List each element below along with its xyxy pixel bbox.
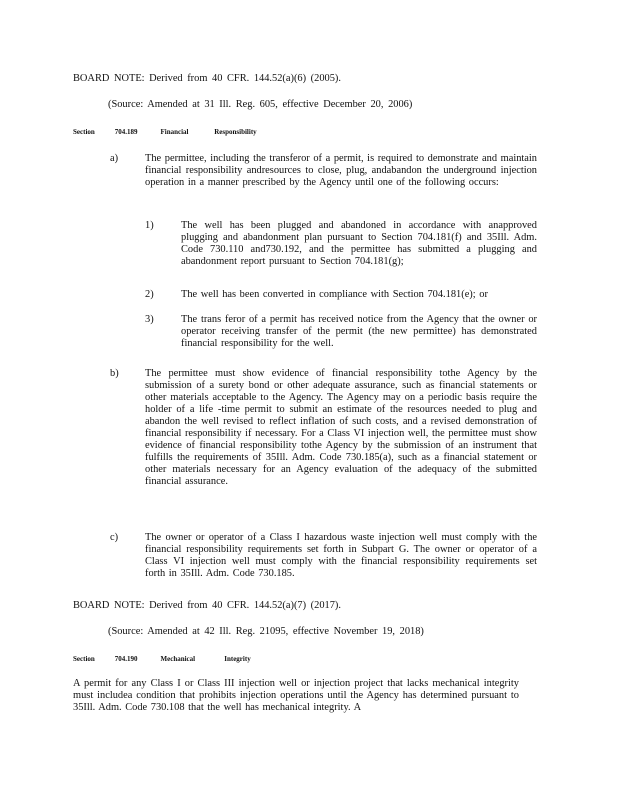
section-label: Section (73, 655, 95, 663)
subsection-b-marker: b) (110, 368, 119, 379)
item-2-text: The well has been converted in compliance with Section 704.181(e); or (181, 289, 488, 300)
item-2-marker: 2) (145, 289, 154, 300)
item-3-text: The trans feror of a permit has received notice from the Agency that the owner or operator receiving transfer of the permit (the new permittee) has demonstrated financial responsibility for the well. (181, 314, 537, 349)
item-1-text: The well has been plugged and abandoned in accordance with anapproved plugging and abandonment plan pursuant to Section 704.181(f) and 35Ill. Adm. Code 730.110 and730.192, and the permittee has submitted a plugging and abandonment report pursuant to Section 704.181(g); (181, 220, 537, 267)
item-1-marker: 1) (145, 220, 154, 231)
source-note-1: (Source: Amended at 31 Ill. Reg. 605, effective December 20, 2006) (108, 99, 413, 110)
section-title-word-1: Financial (160, 128, 189, 136)
section-title-word-1: Mechanical (160, 655, 196, 663)
item-3-marker: 3) (145, 314, 154, 325)
source-note-2: (Source: Amended at 42 Ill. Reg. 21095, effective November 19, 2018) (108, 626, 424, 637)
section-heading-704-189 (73, 128, 257, 136)
subsection-a-marker: a) (110, 153, 119, 164)
section-704-190-paragraph: A permit for any Class I or Class III injection well or injection project that lacks mechanical integrity must includea condition that prohibits injection operations until the Agency has determined pursuant to 35Ill. Adm. Code 730.108 that the well has mechanical integrity. A (73, 678, 519, 713)
board-note-2: BOARD NOTE: Derived from 40 CFR. 144.52(a)(7) (2017). (73, 600, 341, 611)
section-heading-704-190 (73, 655, 251, 663)
subsection-b-text: The permittee must show evidence of financial responsibility tothe Agency by the submission of a surety bond or other adequate assurance, such as financial statements or other materials acceptable to the Agency. The Agency may on a periodic basis require the holder of a life -time permit to submit an estimate of the resources needed to plug and abandon the well revised to reflect inflation of such costs, and a revised demonstration of financial responsibility if necessary. For a Class VI injection well, the permittee must show evidence of financial responsibility tothe Agency by the submission of an instrument that fulfills the requirements of 35Ill. Adm. Code 730.185(a), such as a financial statement or other materials necessary for an Agency evaluation of the adequacy of the submitted financial assurance. (145, 368, 537, 487)
section-label: Section (73, 128, 95, 136)
subsection-c-text: The owner or operator of a Class I hazardous waste injection well must comply with the financial responsibility requirements set forth in Subpart G. The owner or operator of a Class VI injection well must comply with the financial responsibility requirements set forth in 35Ill. Adm. Code 730.185. (145, 532, 537, 579)
section-title-word-2: Integrity (224, 655, 251, 663)
section-number: 704.189 (114, 128, 138, 136)
subsection-a-text: The permittee, including the transferor of a permit, is required to demonstrate and maintain financial responsibility andresources to close, plug, andabandon the underground injection operation in a manner prescribed by the Agency until one of the following occurs: (145, 153, 537, 188)
section-title-word-2: Responsibility (214, 128, 257, 136)
section-number: 704.190 (114, 655, 138, 663)
board-note-1: BOARD NOTE: Derived from 40 CFR. 144.52(a)(6) (2005). (73, 73, 341, 84)
subsection-c-marker: c) (110, 532, 119, 543)
